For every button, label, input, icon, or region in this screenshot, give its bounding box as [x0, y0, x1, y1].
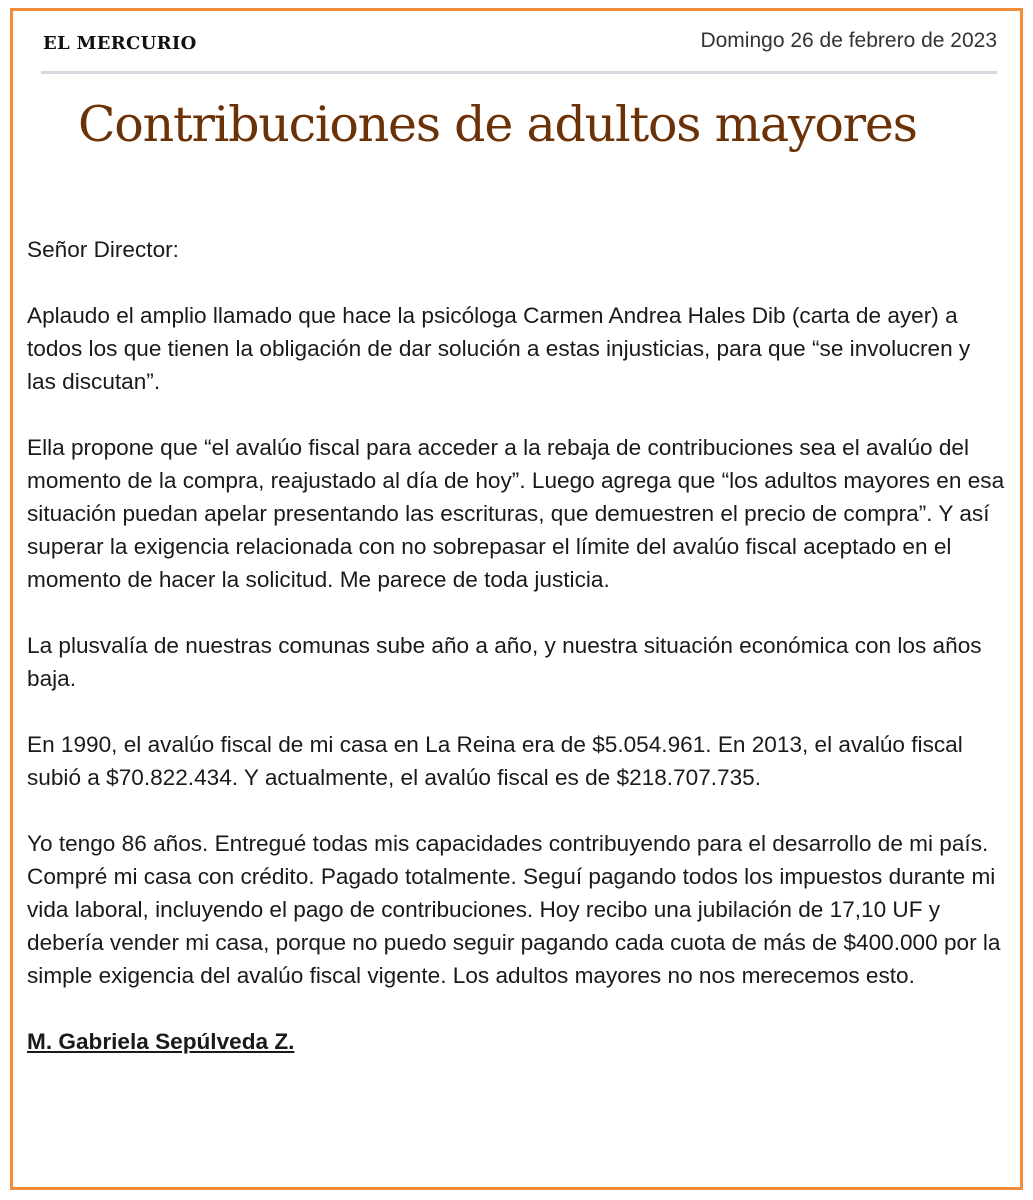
paragraph-3: La plusvalía de nuestras comunas sube año a año, y nuestra situación económica con los años baja. — [27, 633, 982, 691]
newspaper-logo: EL MERCURIO — [43, 33, 197, 54]
paragraph-1: Aplaudo el amplio llamado que hace la psicóloga Carmen Andrea Hales Dib (carta de ayer) a todos los que tienen la obligación de dar solución a estas injusticias, para que “se involucren y las discutan”. — [27, 303, 971, 394]
letter-body — [27, 233, 1005, 1091]
signature-line — [27, 1025, 1005, 1058]
salutation: Señor Director: — [27, 237, 179, 262]
paragraph-4: En 1990, el avalúo fiscal de mi casa en La Reina era de $5.054.961. En 2013, el avalúo fiscal subió a $70.822.434. Y actualmente, el avalúo fiscal es de $218.707.735. — [27, 732, 963, 790]
paragraph-2: Ella propone que “el avalúo fiscal para acceder a la rebaja de contribuciones sea el avalúo del momento de la compra, reajustado al día de hoy”. Luego agrega que “los adultos mayores en esa situación puedan apelar presentando las escrituras, que demuestren el precio de compra”. Y así superar la exigencia relacionada con no sobrepasar el límite del avalúo fiscal aceptado en el momento de hacer la solicitud. Me parece de toda justicia. — [27, 435, 1005, 592]
masthead — [41, 29, 997, 74]
publication-date: Domingo 26 de febrero de 2023 — [700, 29, 997, 52]
author-signature: M. Gabriela Sepúlveda Z. — [27, 1029, 295, 1054]
paragraph-5: Yo tengo 86 años. Entregué todas mis capacidades contribuyendo para el desarrollo de mi país. Compré mi casa con crédito. Pagado totalmente. Seguí pagando todos los impuestos durante mi vida laboral, incluyendo el pago de contribuciones. Hoy recibo una jubilación de 17,10 UF y debería vender mi casa, porque no puedo seguir pagando cada cuota de más de $400.000 por la simple exigencia del avalúo fiscal vigente. Los adultos mayores no nos merecemos esto. — [27, 831, 1001, 988]
letter-title: Contribuciones de adultos mayores — [78, 96, 917, 153]
